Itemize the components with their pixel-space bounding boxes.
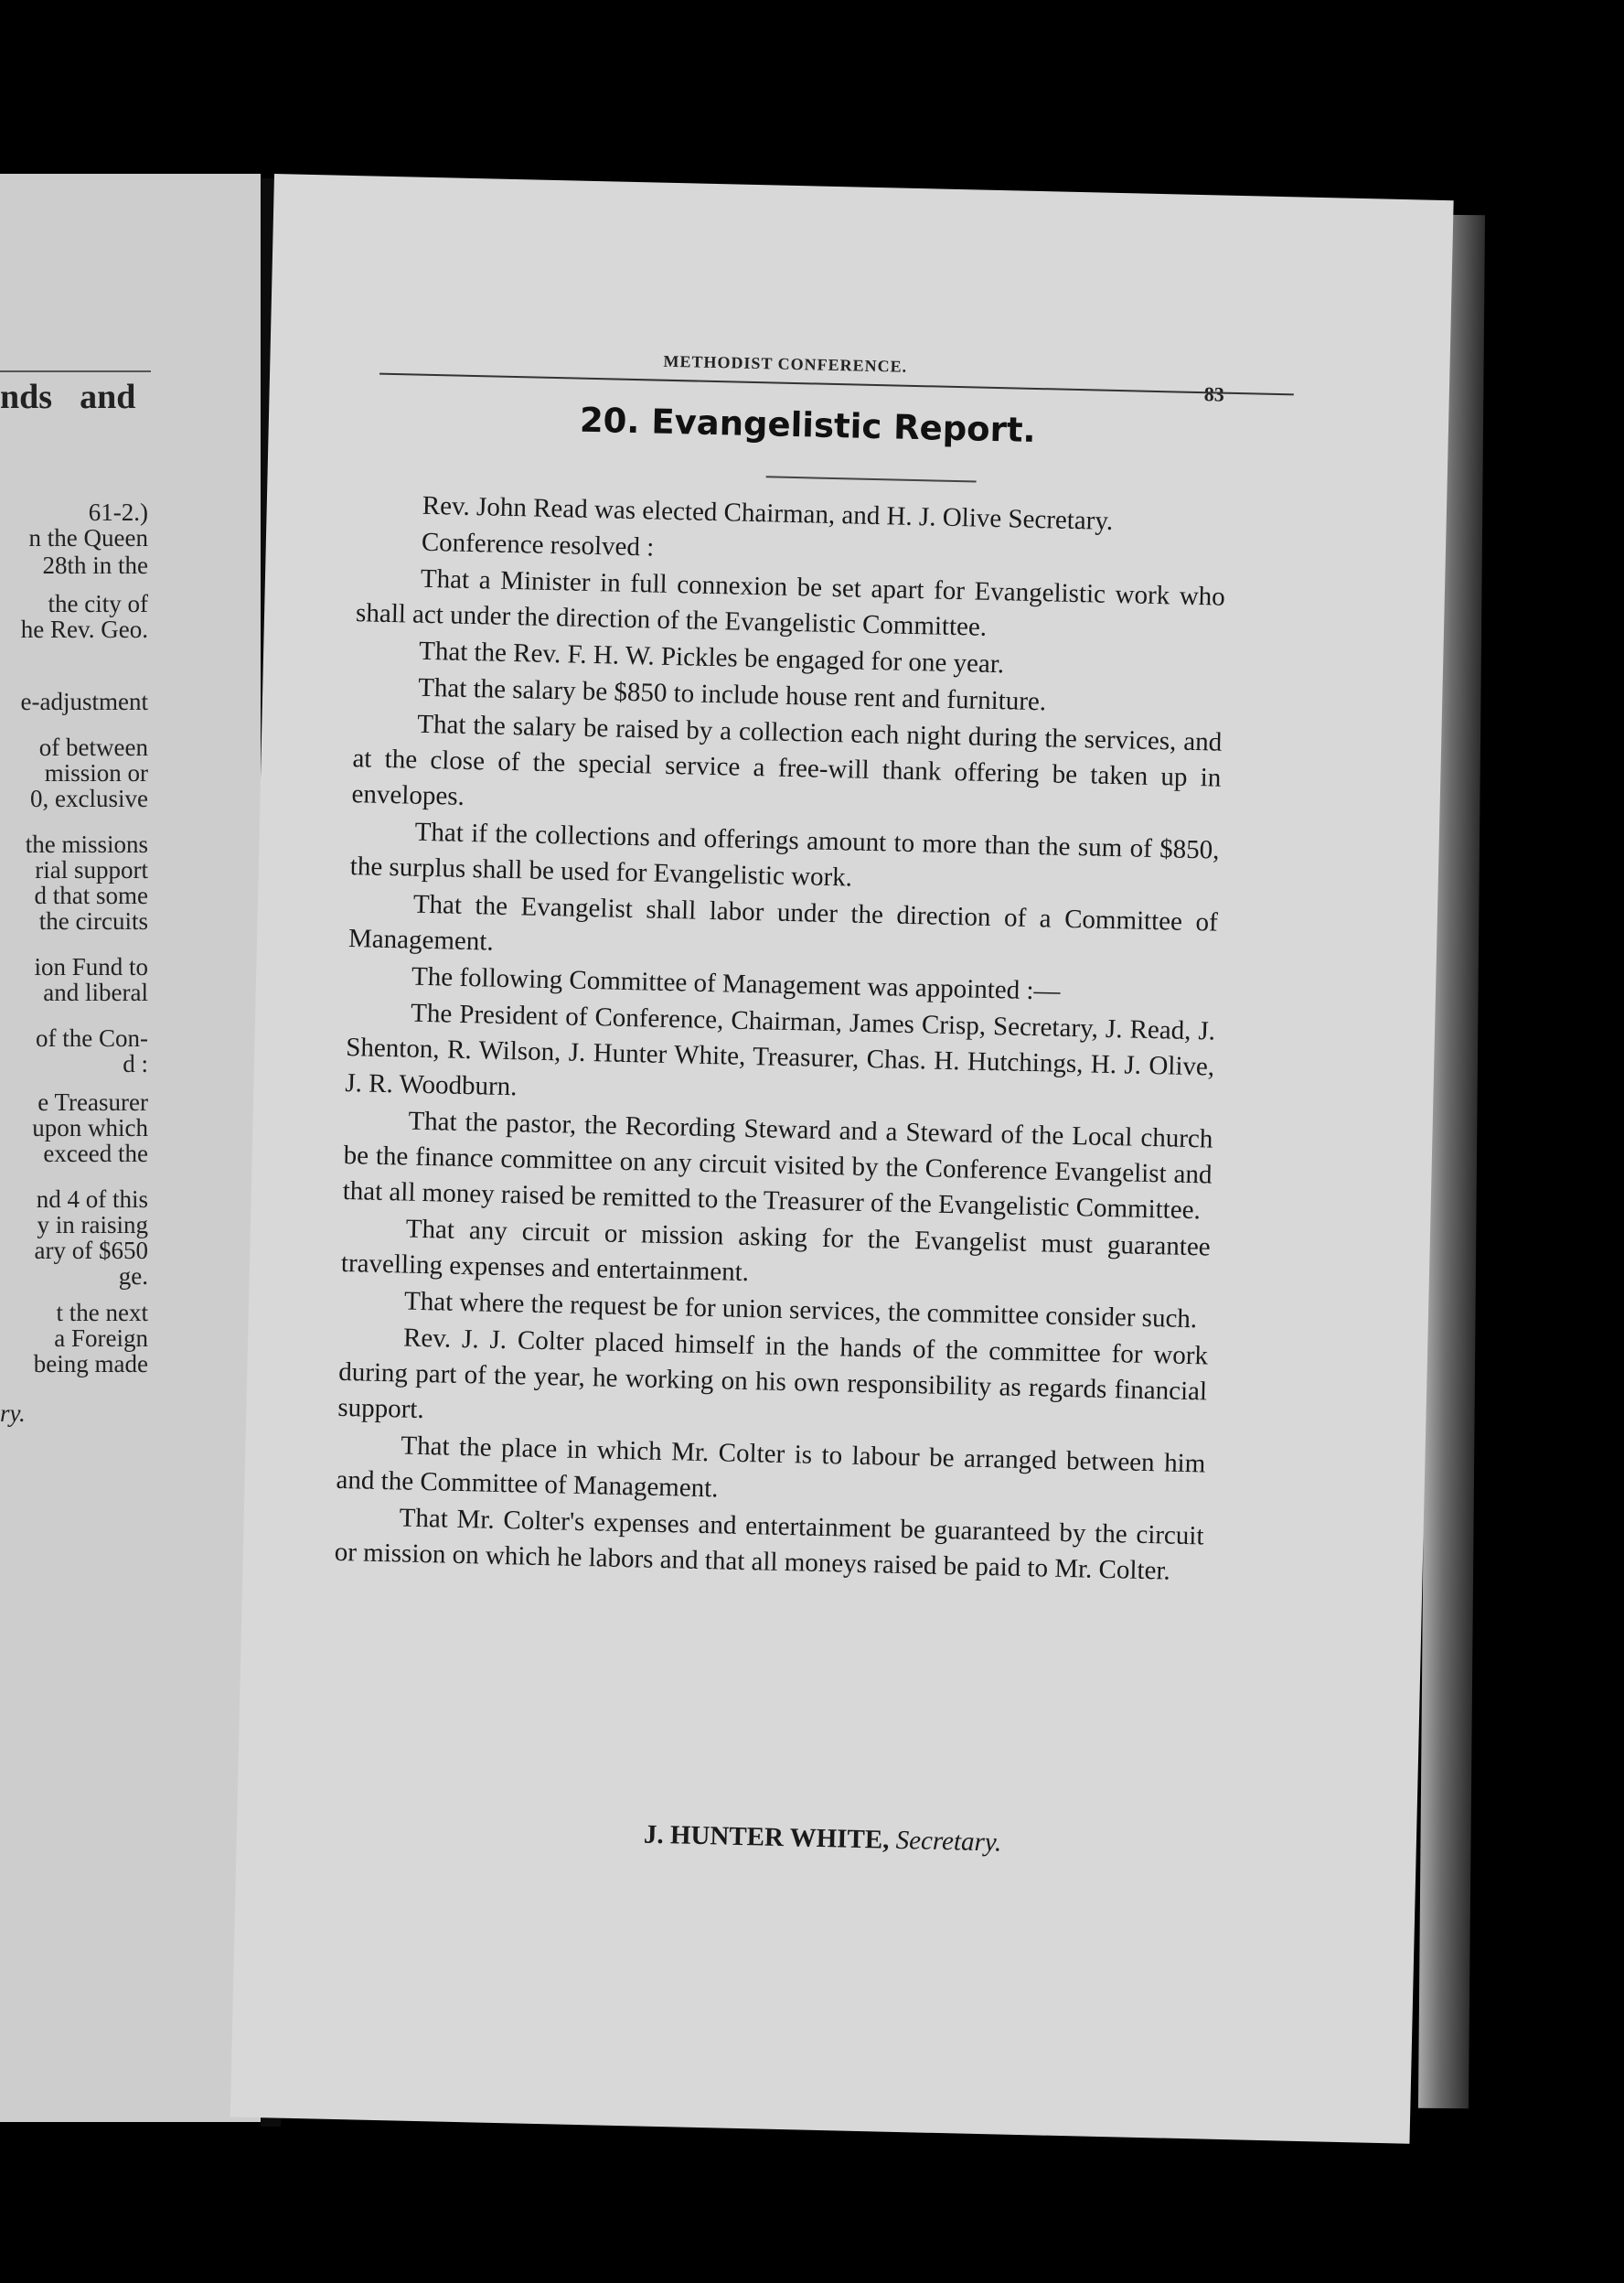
left-page-line: d that some <box>34 882 148 909</box>
title-rule <box>766 476 977 482</box>
left-page-line: 0, exclusive <box>30 785 148 812</box>
left-page-line: e Treasurer <box>37 1088 148 1116</box>
left-page-line: being made <box>33 1350 148 1377</box>
left-page-line: and liberal <box>43 979 148 1006</box>
report-body <box>334 487 1227 1591</box>
page-number: 83 <box>1203 382 1225 406</box>
left-page-line: t the next <box>56 1299 148 1326</box>
paragraph: The following Committee of Management was appointed :— <box>411 961 1061 1006</box>
paragraph: That the pastor, the Recording Steward and a Steward of the Local church be the finance committee on any circuit visited by the Conference Evangelist and that all money raised be remitted to the Treasurer of the Evangelistic Committee. <box>342 1106 1213 1226</box>
left-page-line: the circuits <box>38 907 148 935</box>
paragraph: That the salary be raised by a collection each night during the services, and at the close of the special service a free-will thank offering be taken up in envelopes. <box>351 709 1223 811</box>
paragraph: That the Rev. F. H. W. Pickles be engaged for one year. <box>418 636 1005 680</box>
left-page-line: ion Fund to <box>34 953 148 981</box>
paragraph: The President of Conference, Chairman, James Crisp, Secretary, J. Read, J. Shenton, R. Wilson, J. Hunter White, Treasurer, Chas. H. Hutchings, H. J. Olive, J. R. Woodburn. <box>345 998 1216 1102</box>
paragraph: That the Evangelist shall labor under the direction of a Committee of Management. <box>347 889 1219 957</box>
left-page-line: the city of <box>48 590 148 617</box>
left-page-line: the missions <box>25 831 148 858</box>
paragraph: That where the request be for union services, the committee consider such. <box>403 1286 1198 1334</box>
paragraph: That if the collections and offerings amount to more than the sum of $850, the surplus shall be used for Evangelistic work. <box>349 817 1220 893</box>
running-head: METHODIST CONFERENCE. <box>663 351 908 376</box>
paragraph: That Mr. Colter's expenses and entertainment be guaranteed by the circuit or mission on which he labors and that all moneys raised be paid to Mr. Colter. <box>334 1503 1204 1586</box>
left-page-line: he Rev. Geo. <box>20 616 148 643</box>
signature-name: J. HUNTER WHITE, <box>643 1819 890 1855</box>
left-page-line: rial support <box>35 856 148 884</box>
left-page-line: exceed the <box>43 1140 148 1167</box>
left-page-line: mission or <box>44 759 148 787</box>
right-page <box>230 174 1454 2144</box>
paragraph: Rev. J. J. Colter placed himself in the hands of the committee for work during part of the year, he working on his own responsibility as regards financial support. <box>337 1323 1209 1425</box>
left-page-line: ry. <box>0 1399 26 1427</box>
left-page-line: of the Con- <box>36 1024 148 1052</box>
left-page-line: y in raising <box>37 1211 148 1238</box>
paragraph: That a Minister in full connexion be set apart for Evangelistic work who shall act under the direction of the Evangelistic Committee. <box>355 563 1226 642</box>
left-heading-word-1: nds <box>0 378 53 416</box>
left-page-line: ge. <box>118 1262 148 1290</box>
left-page-line: of between <box>38 734 148 761</box>
left-page-line: nd 4 of this <box>36 1185 148 1213</box>
signature <box>644 1820 1002 1859</box>
paragraph: That the salary be $850 to include house rent and furniture. <box>417 672 1047 717</box>
left-page-line: n the Queen <box>28 524 148 552</box>
header-rule <box>379 373 1294 396</box>
left-page-heading <box>0 377 135 417</box>
left-page-line: 28th in the <box>42 552 148 579</box>
left-page-fragment <box>0 174 261 2122</box>
left-page-line: a Foreign <box>54 1324 148 1352</box>
left-page-line: ary of $650 <box>34 1237 148 1264</box>
paragraph: That any circuit or mission asking for the Evangelist must guarantee travelling expenses and entertainment. <box>340 1214 1212 1288</box>
paragraph: Rev. John Read was elected Chairman, and H. J. Olive Secretary. <box>422 490 1114 536</box>
paragraph: That the place in which Mr. Colter is to labour be arranged between him and the Committee of Management. <box>336 1431 1206 1504</box>
left-page-line: d : <box>123 1050 148 1077</box>
left-page-line: 61-2.) <box>88 498 148 526</box>
left-page-line: upon which <box>32 1114 148 1142</box>
paragraph: Conference resolved : <box>421 527 655 563</box>
left-page-rule <box>0 370 151 372</box>
left-heading-word-2: and <box>80 378 136 416</box>
section-title: 20. Evangelistic Report. <box>579 400 1037 450</box>
left-page-line: e-adjustment <box>20 688 148 715</box>
signature-title: Secretary. <box>895 1825 1002 1858</box>
